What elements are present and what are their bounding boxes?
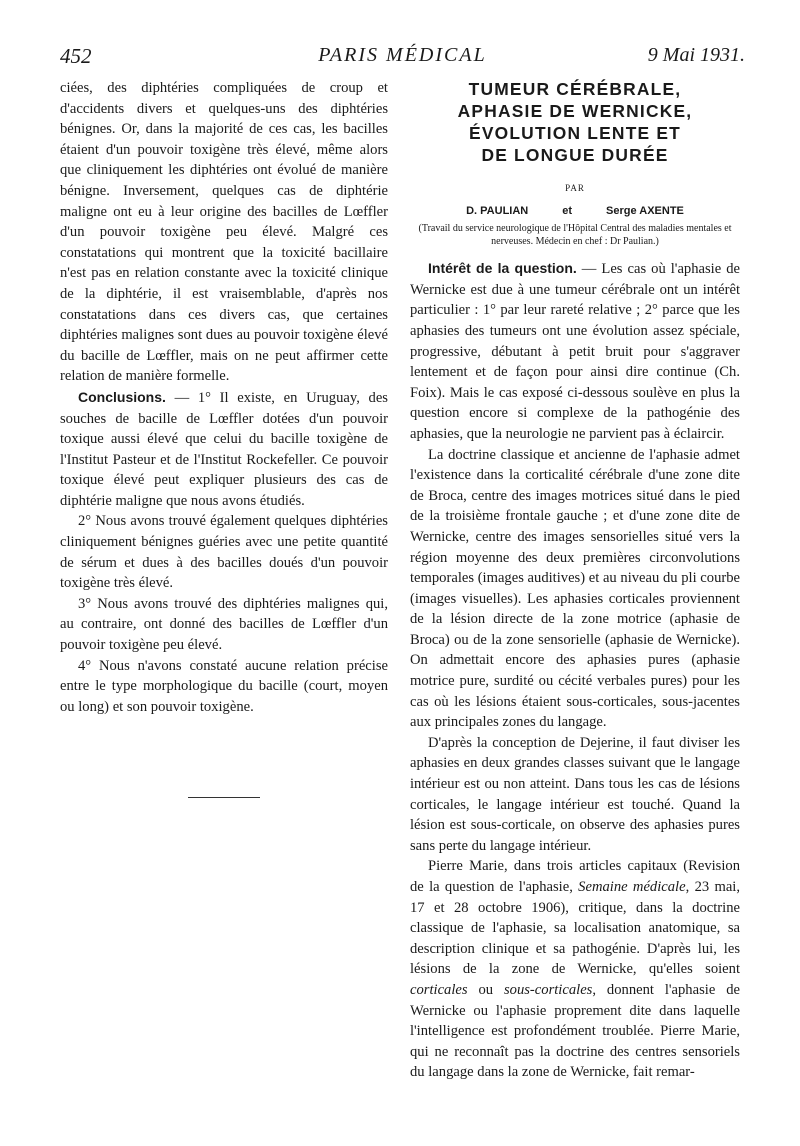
dejerine-paragraph: D'après la conception de Dejerine, il faut diviser les aphasies en deux grandes classes suivant que le langage intérieur est ou non atteint. Dans tous les cas de lésions corticales, le langage intérieur est touché. Quand la lésion est sous-corticale, on observe des aphasies pures sans perte du langage intérieur.	[410, 734, 740, 854]
issue-date: 9 Mai 1931.	[647, 44, 745, 66]
running-header	[60, 44, 745, 74]
intro-paragraph	[410, 258, 740, 444]
title-line: TUMEUR CÉRÉBRALE,	[468, 79, 682, 99]
text-run: , 23 mai, 17 et 28 octobre 1906), critique, dans la doctrine classique de l'aphasie, sa localisation anatomique, sa description clinique et sa pathogénie. D'après lui, les lésions de la zone de Wernicke, qu'elles soient	[410, 879, 741, 978]
conclusions-text: — 1° Il existe, en Uruguay, des souches de bacille de Lœffler dotées d'un pouvoir toxique aussi élevé que celui du bacille toxigène de l'Institut Pasteur et de l'Institut Rockefeller. Ce pouvoir toxique élevé peut expliquer plusieurs des cas de diphtérie maligne que nous avons étudiés.	[60, 389, 388, 509]
title-line: ÉVOLUTION LENTE ET	[469, 123, 681, 143]
article-title	[410, 78, 740, 166]
conclusion-2: 2° Nous avons trouvé également quelques diphtéries cliniquement bénignes guéries avec une petite quantité de sérum et dues à des bacilles doués d'un pouvoir toxigène très élevé.	[60, 513, 388, 592]
conclusions-heading: Conclusions.	[78, 388, 166, 405]
conclusions-paragraph	[60, 387, 388, 512]
pierre-marie-paragraph	[410, 856, 740, 1083]
italic-term: corticales	[410, 981, 468, 998]
affiliation: (Travail du service neurologique de l'Hôpital Central des maladies mentales et nerveuses. Médecin en chef : Dr Paulian.)	[418, 223, 732, 247]
conclusion-4: 4° Nous n'avons constaté aucune relation précise entre le type morphologique du bacille (court, moyen ou long) et son pouvoir toxigène.	[60, 657, 388, 715]
title-line: DE LONGUE DURÉE	[481, 145, 669, 165]
conclusion-3: 3° Nous avons trouvé des diphtéries malignes qui, au contraire, ont donné des bacilles de Lœffler d'un pouvoir toxigène peu élevé.	[60, 595, 388, 654]
author-conjunction: et	[562, 204, 573, 217]
doctrine-paragraph: La doctrine classique et ancienne de l'aphasie admet l'existence dans la corticalité cérébrale d'une zone dite de Broca, centre des images motrices situé dans le pied de la troisième frontale gauche ; et d'une zone dite de Wernicke, centre des images sensorielles situé vers la région moyenne des deux premières circonvolutions temporales (images auditives) et au niveau du pli courbe (images visuelles). Les aphasies corticales proviennent de la lésion directe de la zone motrice (aphasie de Broca) ou de la zone sensorielle (aphasie de Wernicke). On admettait encore des aphasies pures (aphasie motrice pure, surdité ou cécité verbales pures) pour les cas où les lésions étaient sous-corticales, sous-jacentes aux principales zones du langage.	[410, 446, 740, 731]
italic-term: sous-corticales	[503, 981, 593, 998]
journal-title: PARIS MÉDICAL	[318, 44, 487, 66]
intro-text: — Les cas où l'aphasie de Wernicke est due à une tumeur cérébrale ont un intérêt particulier : 1° par leur rareté relative ; 2° parce que les aphasies des tumeurs ont une évolution assez spéciale, progressive, débutant à petit bruit pour s'aggraver lentement et de façon pour ainsi dire continue (Ch. Foix). Mais le cas exposé ci-dessous soulève en plus la question encore si complexe de la pathogénie des aphasies, que la neurologie ne parvient pas à éclaircir.	[410, 261, 740, 442]
journal-citation: Semaine médicale	[578, 879, 686, 895]
authors	[410, 201, 740, 222]
author-paulian: D. PAULIAN	[466, 204, 529, 217]
left-column	[60, 78, 388, 798]
page-number: 452	[60, 44, 92, 68]
by-label: PAR	[565, 183, 585, 193]
article-end-rule	[188, 797, 260, 798]
title-line: APHASIE DE WERNICKE,	[457, 101, 693, 121]
author-axente: Serge AXENTE	[606, 204, 684, 217]
text-run: Pierre Marie, dans trois articles capitaux (Revision de la question de l'aphasie,	[410, 858, 740, 895]
intro-heading: Intérêt de la question.	[428, 260, 577, 277]
text-run: , donnent l'aphasie de Wernicke ou l'aphasie proprement dite dans laquelle l'intelligence est profondément troublée. Pierre Marie, qui ne reconnaît pas la doctrine des centres sensoriels du langage dans la zone de Wernicke, fait remar-	[410, 981, 740, 1081]
text-run: ou	[467, 981, 504, 998]
continued-paragraph: ciées, des diphtéries compliquées de croup et d'accidents divers et quelques-uns des diphtéries bénignes. Or, dans la majorité de ces cas, les bacilles étaient d'un pouvoir toxigène très élevé, même alors que cliniquement les diphtéries ont évolué de manière bénigne. Inversement, quelques cas de diphtérie maligne ont eu à leur origine des bacilles de Lœffler d'un pouvoir toxigène peu élevé. Malgré ces constatations qui montrent que la toxicité bacillaire n'est pas en relation constante avec la toxicité clinique de la diphtérie, il est vraisemblable, d'après nos constatations dans ces divers cas, que certaines diphtéries malignes sont dues au pouvoir toxigène élevé du bacille de Lœffler, mais on ne peut affirmer cette relation de manière formelle.	[60, 80, 388, 385]
right-column	[410, 78, 740, 1083]
